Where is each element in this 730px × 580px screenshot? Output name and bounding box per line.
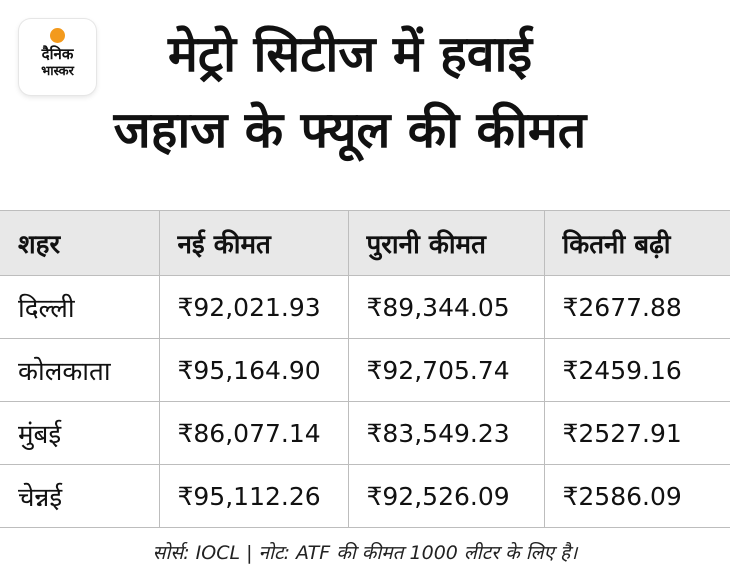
table-row (0, 402, 730, 465)
page-title (70, 16, 630, 168)
old-price-cell: ₹89,344.05 (348, 276, 544, 339)
title-line2: जहाज के फ्यूल की कीमत (113, 101, 587, 159)
old-price-cell: ₹92,705.74 (348, 339, 544, 402)
source-footnote: सोर्स: IOCL | नोट: ATF की कीमत 1000 लीटर के लिए है। (152, 542, 578, 564)
increase-cell: ₹2586.09 (544, 465, 730, 528)
header-increase: कितनी बढ़ी (544, 211, 730, 276)
increase-cell: ₹2677.88 (544, 276, 730, 339)
increase-cell: ₹2459.16 (544, 339, 730, 402)
table-row (0, 276, 730, 339)
new-price-cell: ₹92,021.93 (159, 276, 348, 339)
fuel-price-table (0, 210, 730, 528)
title-line1: मेट्रो सिटीज में हवाई (167, 25, 533, 83)
old-price-cell: ₹92,526.09 (348, 465, 544, 528)
city-cell: मुंबई (0, 402, 159, 465)
table-row (0, 465, 730, 528)
increase-cell: ₹2527.91 (544, 402, 730, 465)
table-row (0, 339, 730, 402)
header-new-price: नई कीमत (159, 211, 348, 276)
new-price-cell: ₹95,164.90 (159, 339, 348, 402)
table-header-row (0, 211, 730, 276)
header-old-price: पुरानी कीमत (348, 211, 544, 276)
new-price-cell: ₹86,077.14 (159, 402, 348, 465)
header-city: शहर (0, 211, 159, 276)
logo-text-line2: भास्कर (41, 64, 74, 79)
city-cell: चेन्नई (0, 465, 159, 528)
logo-text-line1: दैनिक (41, 45, 74, 63)
city-cell: दिल्ली (0, 276, 159, 339)
city-cell: कोलकाता (0, 339, 159, 402)
logo-sun-icon (50, 28, 65, 43)
fuel-price-table-container (0, 210, 730, 528)
old-price-cell: ₹83,549.23 (348, 402, 544, 465)
new-price-cell: ₹95,112.26 (159, 465, 348, 528)
